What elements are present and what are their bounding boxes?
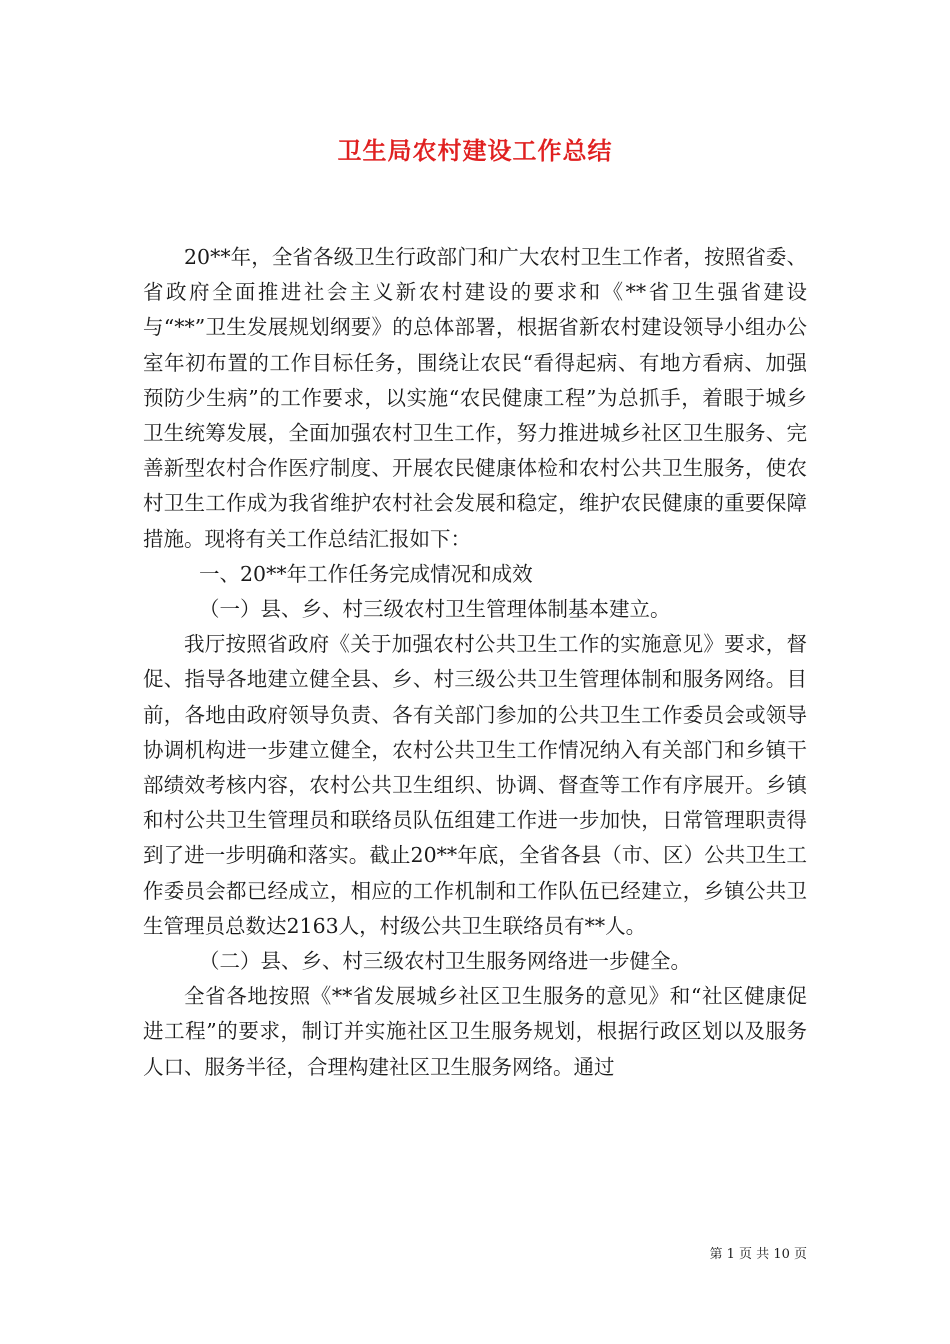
document-body <box>143 240 807 1085</box>
document-title: 卫生局农村建设工作总结 <box>337 136 613 165</box>
page-number: 第 1 页 共 10 页 <box>709 1247 807 1262</box>
body-paragraph-2: 全省各地按照《**省发展城乡社区卫生服务的意见》和“社区健康促进工程”的要求，制订并实施社区卫生服务规划，根据行政区划以及服务人口、服务半径，合理构建社区卫生服务网络。通过 <box>143 984 807 1079</box>
subsection-heading-1: （一）县、乡、村三级农村卫生管理体制基本建立。 <box>199 597 671 622</box>
subsection-heading-2: （二）县、乡、村三级农村卫生服务网络进一步健全。 <box>199 949 691 974</box>
section-heading-1: 一、20**年工作任务完成情况和成效 <box>199 561 533 586</box>
intro-paragraph: 20**年，全省各级卫生行政部门和广大农村卫生工作者，按照省委、省政府全面推进社会主义新农村建设的要求和《**省卫生强省建设与“**”卫生发展规划纲要》的总体部署，根据省新农村建设领导小组办公室年初布置的工作目标任务，围绕让农民“看得起病、有地方看病、加强预防少生病”的工作要求，以实施“农民健康工程”为总抓手，着眼于城乡卫生统筹发展，全面加强农村卫生工作，努力推进城乡社区卫生服务、完善新型农村合作医疗制度、开展农民健康体检和农村公共卫生服务，使农村卫生工作成为我省维护农村社会发展和稳定，维护农民健康的重要保障措施。现将有关工作总结汇报如下： <box>143 245 807 551</box>
body-paragraph-1: 我厅按照省政府《关于加强农村公共卫生工作的实施意见》要求，督促、指导各地建立健全县、乡、村三级公共卫生管理体制和服务网络。目前，各地由政府领导负责、各有关部门参加的公共卫生工作委员会或领导协调机构进一步建立健全，农村公共卫生工作情况纳入有关部门和乡镇干部绩效考核内容，农村公共卫生组织、协调、督查等工作有序展开。乡镇和村公共卫生管理员和联络员队伍组建工作进一步加快，日常管理职责得到了进一步明确和落实。截止20**年底，全省各县（市、区）公共卫生工作委员会都已经成立，相应的工作机制和工作队伍已经建立，乡镇公共卫生管理员总数达2163人，村级公共卫生联络员有**人。 <box>143 632 807 938</box>
